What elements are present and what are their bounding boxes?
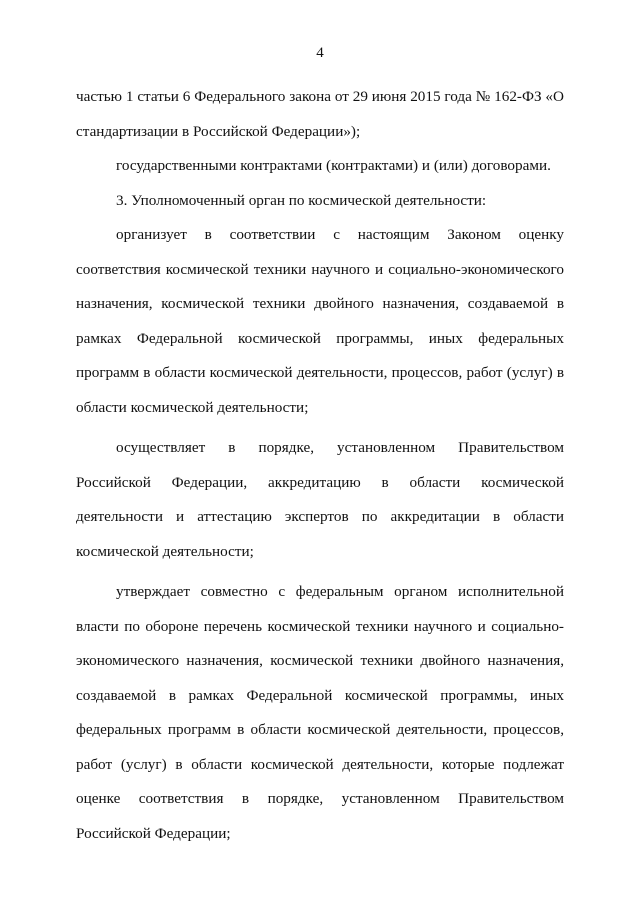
paragraph-organizes-assessment: организует в соответствии с настоящим Законом оценку соответствия космической техники научного и социально-экономического назначения, космической техники двойного назначения, создаваемой в рамках Федеральной космической программы, иных федеральных программ в области космической деятельности, процессов, работ (услуг) в области космической деятельности;	[76, 226, 564, 416]
paragraph-approves-list: утверждает совместно с федеральным органом исполнительной власти по обороне перечень космической техники научного и социально-экономического назначения, космической техники двойного назначения, создаваемой в рамках Федеральной космической программы, иных федеральных программ в области космической деятельности, процессов, работ (услуг) в области космической деятельности, которые подлежат оценке соответствия в порядке, установленном Правительством Российской Федерации;	[76, 583, 564, 842]
paragraph-contracts: государственными контрактами (контрактами) и (или) договорами.	[116, 157, 551, 174]
page-number: 4	[316, 45, 324, 61]
document-body	[76, 80, 564, 851]
paragraph-authorized-body: 3. Уполномоченный орган по космической деятельности:	[116, 191, 487, 209]
paragraph-accreditation: осуществляет в порядке, установленном Правительством Российской Федерации, аккредитацию в области космической деятельности и аттестацию экспертов по аккредитации в области космической деятельности;	[76, 439, 564, 560]
paragraph-continuation: частью 1 статьи 6 Федерального закона от 29 июня 2015 года № 162-ФЗ «О стандартизации в Российской Федерации»);	[76, 88, 564, 140]
